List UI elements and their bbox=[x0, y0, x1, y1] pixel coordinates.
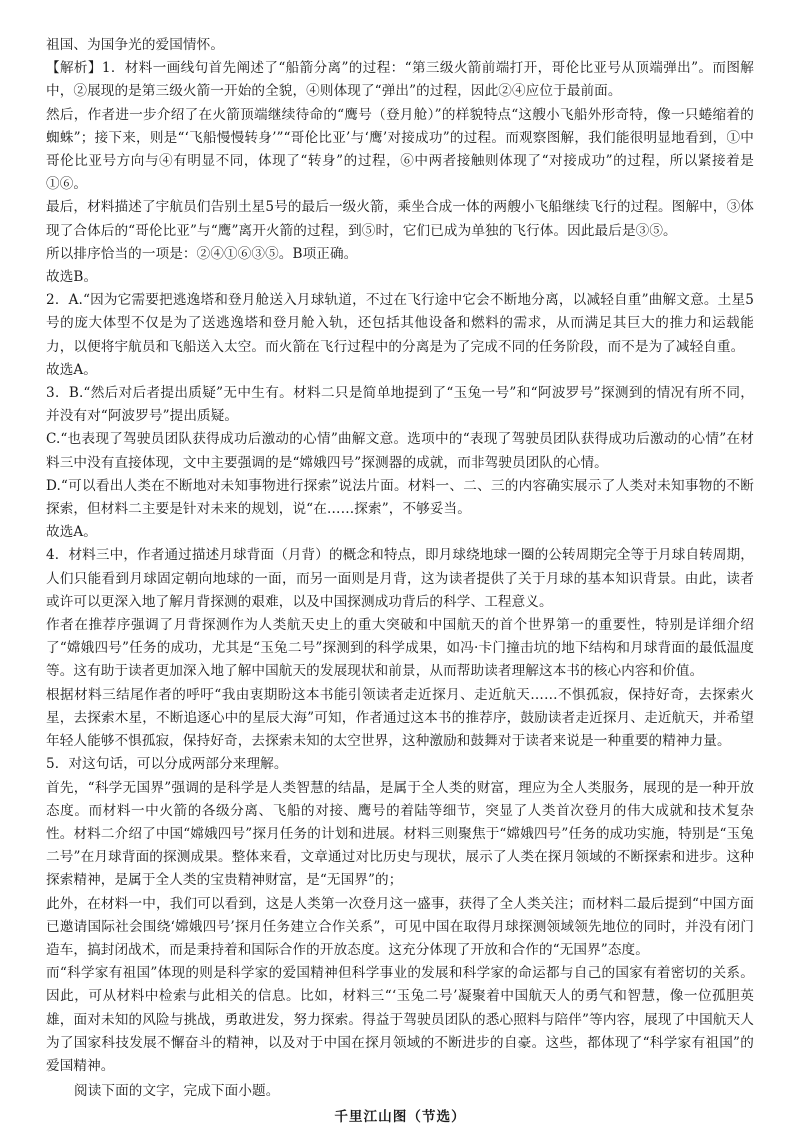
paragraph-analysis-q1-end: 最后，材料描述了宇航员们告别土星5号的最后一级火箭，乘坐合成一体的两艘小飞船继续飞行的过程。图解中，③体现了合体后的“哥伦比亚”与“鹰”离开火箭的过程，到⑤时，它们已成为单独的飞行体。因此最后是③⑤。 bbox=[46, 199, 754, 239]
paragraph-analysis-q4-part3: 根据材料三结尾作者的呼吁“我由衷期盼这本书能引领读者走近探月、走近航天……不惧孤寂，保持好奇，去探索火星，去探索木星，不断追逐心中的星辰大海”可知，作者通过这本书的推荐序，鼓励读者走近探月、走近航天，并希望年轻人能够不惧孤寂，保持好奇，去探索未知的太空世界，这种激励和鼓舞对于读者来说是一种重要的精神力量。 bbox=[46, 686, 754, 750]
paragraph-answer-q1: 故选B。 bbox=[46, 269, 98, 286]
paragraph-analysis-q4-part2: 作者在推荐序强调了月背探测作为人类航天史上的重大突破和中国航天的首个世界第一的重要性，特别是详细介绍了“嫦娥四号”任务的成功，尤其是“玉兔二号”探测到的科学成果，如冯·卡门撞击坑的地下结构和月球背面的最低温度等。这有助于读者更加深入地了解中国航天的发展现状和前景，从而帮助读者理解这本书的核心内容和价值。 bbox=[46, 617, 754, 680]
answer-analysis-text bbox=[46, 34, 754, 1129]
paragraph-answer-q3: 故选A。 bbox=[46, 524, 97, 541]
paragraph-continuation: 祖国、为国争光的爱国情怀。 bbox=[46, 37, 225, 53]
section-title: 千里江山图（节选） bbox=[334, 1109, 466, 1126]
paragraph-analysis-q3-b: 3．B.“然后对后者提出质疑”无中生有。材料二只是简单地提到了“玉兔一号”和“阿波罗号”探测到的情况有所不同，并没有对“阿波罗号”提出质疑。 bbox=[46, 385, 754, 425]
reading-instruction: 阅读下面的文字，完成下面小题。 bbox=[74, 1083, 280, 1100]
paragraph-answer-q2: 故选A。 bbox=[46, 361, 97, 378]
paragraph-analysis-q5-part3: 而“科学家有祖国”体现的则是科学家的爱国精神但科学事业的发展和科学家的命运都与自己的国家有着密切的关系。因此，可从材料中检索与此相关的信息。比如，材料三“‘玉兔二号’凝聚着中国航天人的勇气和智慧，像一位孤胆英雄，面对未知的风险与挑战，勇敢进发，努力探索。得益于驾驶员团队的悉心照料与陪伴”等内容，展现了中国航天人为了国家科技发展不懈奋斗的精神，以及对于中国在探月领域的不断进步的自豪。这些，都体现了“科学家有祖国”的爱国精神。 bbox=[46, 965, 754, 1074]
paragraph-analysis-q1-middle: 然后，作者进一步介绍了在火箭顶端继续待命的“鹰号（登月舱）”的样貌特点“这艘小飞船外形奇特，像一只蜷缩着的蜘蛛”；接下来，则是“‘飞船慢慢转身’”“哥伦比亚’与‘鹰’对接成功”的过程。而观察图解，我们能很明显地看到，①中哥伦比亚号方向与④有明显不同，体现了“转身”的过程，⑥中两者接触则体现了“对接成功”的过程，所以紧接着是①⑥。 bbox=[46, 106, 754, 193]
paragraph-analysis-q1-intro: 【解析】1．材料一画线句首先阐述了“船箭分离”的过程：“第三级火箭前端打开，哥伦比亚号从顶端弹出”。而图解中，②展现的是第三级火箭一开始的全貌，④则体现了“弹出”的过程，因此②④应位于最前面。 bbox=[46, 60, 754, 100]
paragraph-analysis-q3-c: C.“也表现了驾驶员团队获得成功后激动的心情”曲解文意。选项中的“表现了驾驶员团队获得成功后激动的心情”在材料三中没有直接体现，文中主要强调的是“嫦娥四号”探测器的成就，而非驾驶员团队的心情。 bbox=[46, 431, 754, 471]
paragraph-analysis-q5-part1: 首先，“科学无国界”强调的是科学是人类智慧的结晶，是属于全人类的财富，理应为全人类服务，展现的是一种开放态度。而材料一中火箭的各级分离、飞船的对接、鹰号的着陆等细节，突显了人类首次登月的伟大成就和技术复杂性。材料二介绍了中国“嫦娥四号”探月任务的计划和进展。材料三则聚焦于“嫦娥四号”任务的成功实施，特别是“玉兔二号”在月球背面的探测成果。整体来看，文章通过对比历史与现状，展示了人类在探月领域的不断探索和进步。这种探索精神，是属于全人类的宝贵精神财富，是“无国界”的； bbox=[46, 779, 754, 889]
paragraph-analysis-q1-order: 所以排序恰当的一项是：②④①⑥③⑤。B项正确。 bbox=[46, 245, 358, 262]
paragraph-analysis-q4-part1: 4．材料三中，作者通过描述月球背面（月背）的概念和特点，即月球绕地球一圈的公转周期完全等于月球自转周期，人们只能看到月球固定朝向地球的一面，而另一面则是月背，这为读者提供了关于月球的基本知识背景。由此，读者或许可以更深入地了解月背探测的艰难，以及中国探测成功背后的科学、工程意义。 bbox=[46, 547, 754, 610]
paragraph-analysis-q3-d: D.“可以看出人类在不断地对未知事物进行探索”说法片面。材料一、二、三的内容确实展示了人类对未知事物的不断探索，但材料二主要是针对未来的规划，说“在……探索”，不够妥当。 bbox=[46, 477, 754, 518]
paragraph-analysis-q5-part2: 此外，在材料一中，我们可以看到，这是人类第一次登月这一盛事，获得了全人类关注；而材料二最后提到“中国方面已邀请国际社会围绕‘嫦娥四号’探月任务建立合作关系”，可见中国在取得月球探测领域领先地位的同时，并没有闭门造车，搞封闭战术，而是秉持着和国际合作的开放态度。这充分体现了开放和合作的“无国界”态度。 bbox=[46, 895, 754, 958]
paragraph-analysis-q2: 2．A.“因为它需要把逃逸塔和登月舱送入月球轨道，不过在飞行途中它会不断地分离，以减轻自重”曲解文意。土星5号的庞大体型不仅是为了送逃逸塔和登月舱入轨，还包括其他设备和燃料的需求，从而满足其巨大的推力和运载能力，以便将宇航员和飞船送入太空。而火箭在飞行过程中的分离是为了完成不同的任务阶段，而不是为了减轻自重。 bbox=[46, 292, 754, 355]
paragraph-analysis-q5-intro: 5．对这句话，可以分成两部分来理解。 bbox=[46, 756, 288, 773]
